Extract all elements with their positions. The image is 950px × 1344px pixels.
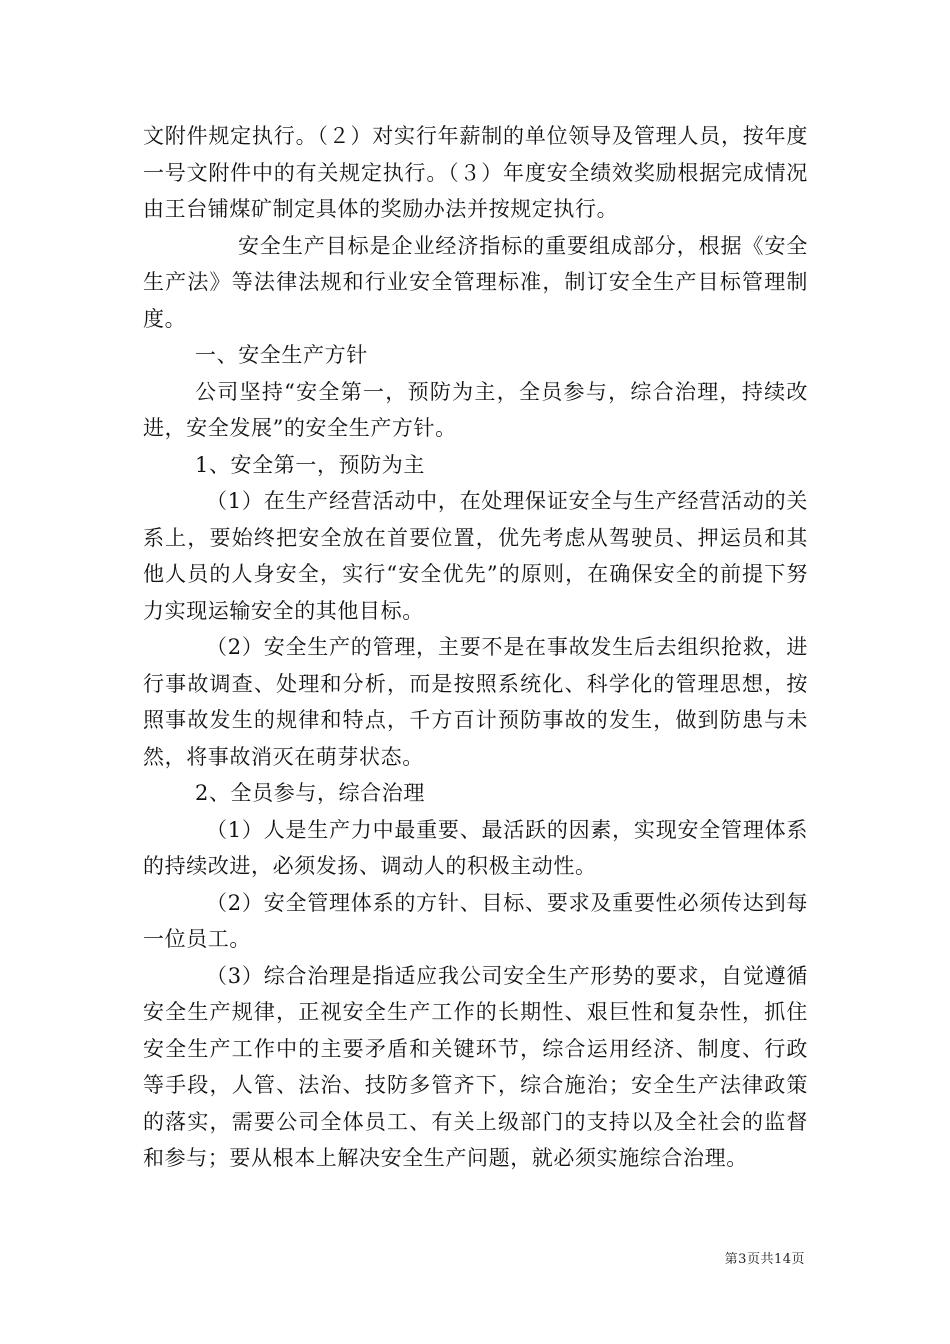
paragraph-item-2-2: （2）安全管理体系的方针、目标、要求及重要性必须传达到每一位员工。 <box>143 890 808 951</box>
paragraph-continuation: 文附件规定执行。（２）对实行年薪制的单位领导及管理人员，按年度一号文附件中的有关规定执行。（３）年度安全绩效奖励根据完成情况由王台铺煤矿制定具体的奖励办法并按规定执行。 <box>143 124 808 221</box>
document-body <box>143 118 808 1177</box>
paragraph-item-1-2: （2）安全生产的管理，主要不是在事故发生后去组织抢救，进行事故调查、处理和分析，而是按照系统化、科学化的管理思想，按照事故发生的规律和特点，千方百计预防事故的发生，做到防患与未然，将事故消灭在萌芽状态。 <box>143 635 808 769</box>
paragraph-item-1-1: （1）在生产经营活动中，在处理保证安全与生产经营活动的关系上，要始终把安全放在首要位置，优先考虑从驾驶员、押运员和其他人员的人身安全，实行“安全优先”的原则，在确保安全的前提下努力实现运输安全的其他目标。 <box>143 489 808 623</box>
paragraph-item-2-3: （3）综合治理是指适应我公司安全生产形势的要求，自觉遵循安全生产规律，正视安全生产工作的长期性、艰巨性和复杂性，抓住安全生产工作中的主要矛盾和关键环节，综合运用经济、制度、行政等手段，人管、法治、技防多管齐下，综合施治；安全生产法律政策的落实，需要公司全体员工、有关上级部门的支持以及全社会的监督和参与；要从根本上解决安全生产问题，就必须实施综合治理。 <box>143 963 808 1170</box>
paragraph-policy: 公司坚持“安全第一，预防为主，全员参与，综合治理，持续改进，安全发展”的安全生产方针。 <box>143 379 808 440</box>
section-heading-policy: 一、安全生产方针 <box>195 343 368 367</box>
paragraph-item-2-1: （1）人是生产力中最重要、最活跃的因素，实现安全管理体系的持续改进，必须发扬、调动人的积极主动性。 <box>143 817 808 878</box>
subheading-safety-first: 1、安全第一，预防为主 <box>195 452 425 477</box>
page-number: 第3页共14页 <box>724 1252 805 1267</box>
paragraph-intro: 安全生产目标是企业经济指标的重要组成部分，根据《安全生产法》等法律法规和行业安全管理标准，制订安全生产目标管理制度。 <box>143 233 808 331</box>
subheading-participation: 2、全员参与，综合治理 <box>195 781 425 805</box>
